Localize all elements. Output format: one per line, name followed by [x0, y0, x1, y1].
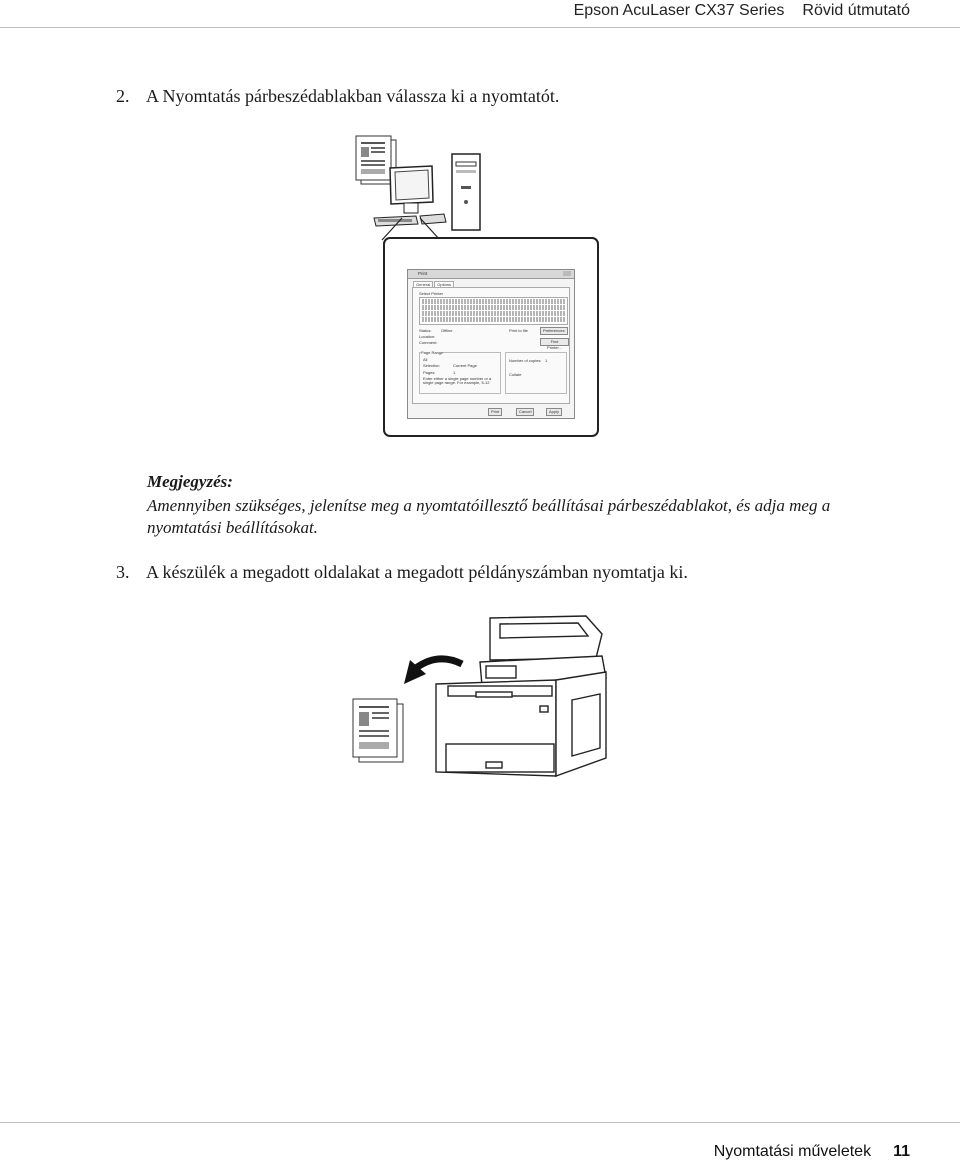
printer-device-icon [436, 616, 606, 776]
printer-list-item[interactable] [422, 305, 565, 310]
note-body: Amennyiben szükséges, jelenítse meg a nyomtatóillesztő beállításai párbeszédablakot, és adja meg a nyomtatási beállításokat. [147, 496, 831, 537]
printed-pages-icon [353, 699, 403, 762]
step-text: A Nyomtatás párbeszédablakban válassza ki a nyomtatót. [146, 86, 560, 106]
pc-tower-icon [452, 154, 480, 230]
select-printer-label: Select Printer [419, 291, 444, 296]
copies-input[interactable]: 1 [545, 358, 548, 363]
header-divider [0, 27, 960, 28]
header-text [574, 2, 910, 20]
monitor-icon [390, 166, 433, 213]
footer-section: Nyomtatási műveletek [713, 1143, 872, 1160]
step-text: A készülék a megadott oldalakat a megadott példányszámban nyomtatja ki. [146, 562, 688, 582]
output-arrow-icon [404, 659, 462, 684]
apply-button[interactable]: Apply [546, 408, 562, 416]
page-number: 11 [893, 1143, 910, 1160]
all-radio[interactable]: All [423, 357, 428, 362]
tab-general[interactable]: General [413, 281, 433, 288]
print-dialog [407, 269, 575, 419]
running-header [0, 0, 960, 28]
footer-divider [0, 1122, 960, 1123]
dialog-panel [412, 287, 570, 404]
printer-list-item[interactable] [422, 317, 565, 322]
header-product: Epson AcuLaser CX37 Series [573, 2, 785, 19]
printer-output-illustration [350, 608, 612, 790]
copies-label: Number of copies: [509, 358, 542, 363]
status-value: Offline [441, 328, 453, 333]
selection-radio[interactable]: Selection [423, 363, 440, 368]
print-to-file-checkbox[interactable]: Print to file [509, 328, 528, 333]
page-range-label: Page Range [421, 350, 444, 355]
find-printer-button[interactable]: Find Printer... [540, 338, 569, 346]
collate-checkbox[interactable]: Collate [509, 372, 522, 377]
current-page-radio[interactable]: Current Page [453, 363, 477, 368]
printer-list-item[interactable] [422, 299, 565, 304]
location-label: Location: [419, 334, 436, 339]
page-footer [714, 1143, 910, 1161]
preferences-button[interactable]: Preferences [540, 327, 568, 335]
pages-radio[interactable]: Pages: [423, 370, 436, 375]
keyboard-icon [374, 214, 446, 226]
dialog-title: Print [418, 271, 428, 276]
step-number: 2. [116, 86, 130, 106]
printer-list[interactable] [419, 297, 568, 325]
page-range-hint: Enter either a single page number or a single page range. For example, 5-12 [423, 376, 492, 385]
step-2 [116, 86, 559, 107]
print-button[interactable]: Print [488, 408, 502, 416]
tab-options[interactable]: Options [434, 281, 454, 288]
printer-list-item[interactable] [422, 311, 565, 316]
cancel-button[interactable]: Cancel [516, 408, 534, 416]
comment-label: Comment: [419, 340, 438, 345]
note-title: Megjegyzés: [147, 472, 233, 491]
step-number: 3. [116, 562, 130, 582]
close-icon[interactable] [563, 271, 571, 276]
pages-input[interactable]: 1 [453, 370, 456, 375]
status-label: Status: [419, 328, 432, 333]
header-guide: Rövid útmutató [802, 2, 910, 19]
dialog-titlebar [408, 270, 574, 279]
step-3 [116, 562, 688, 583]
